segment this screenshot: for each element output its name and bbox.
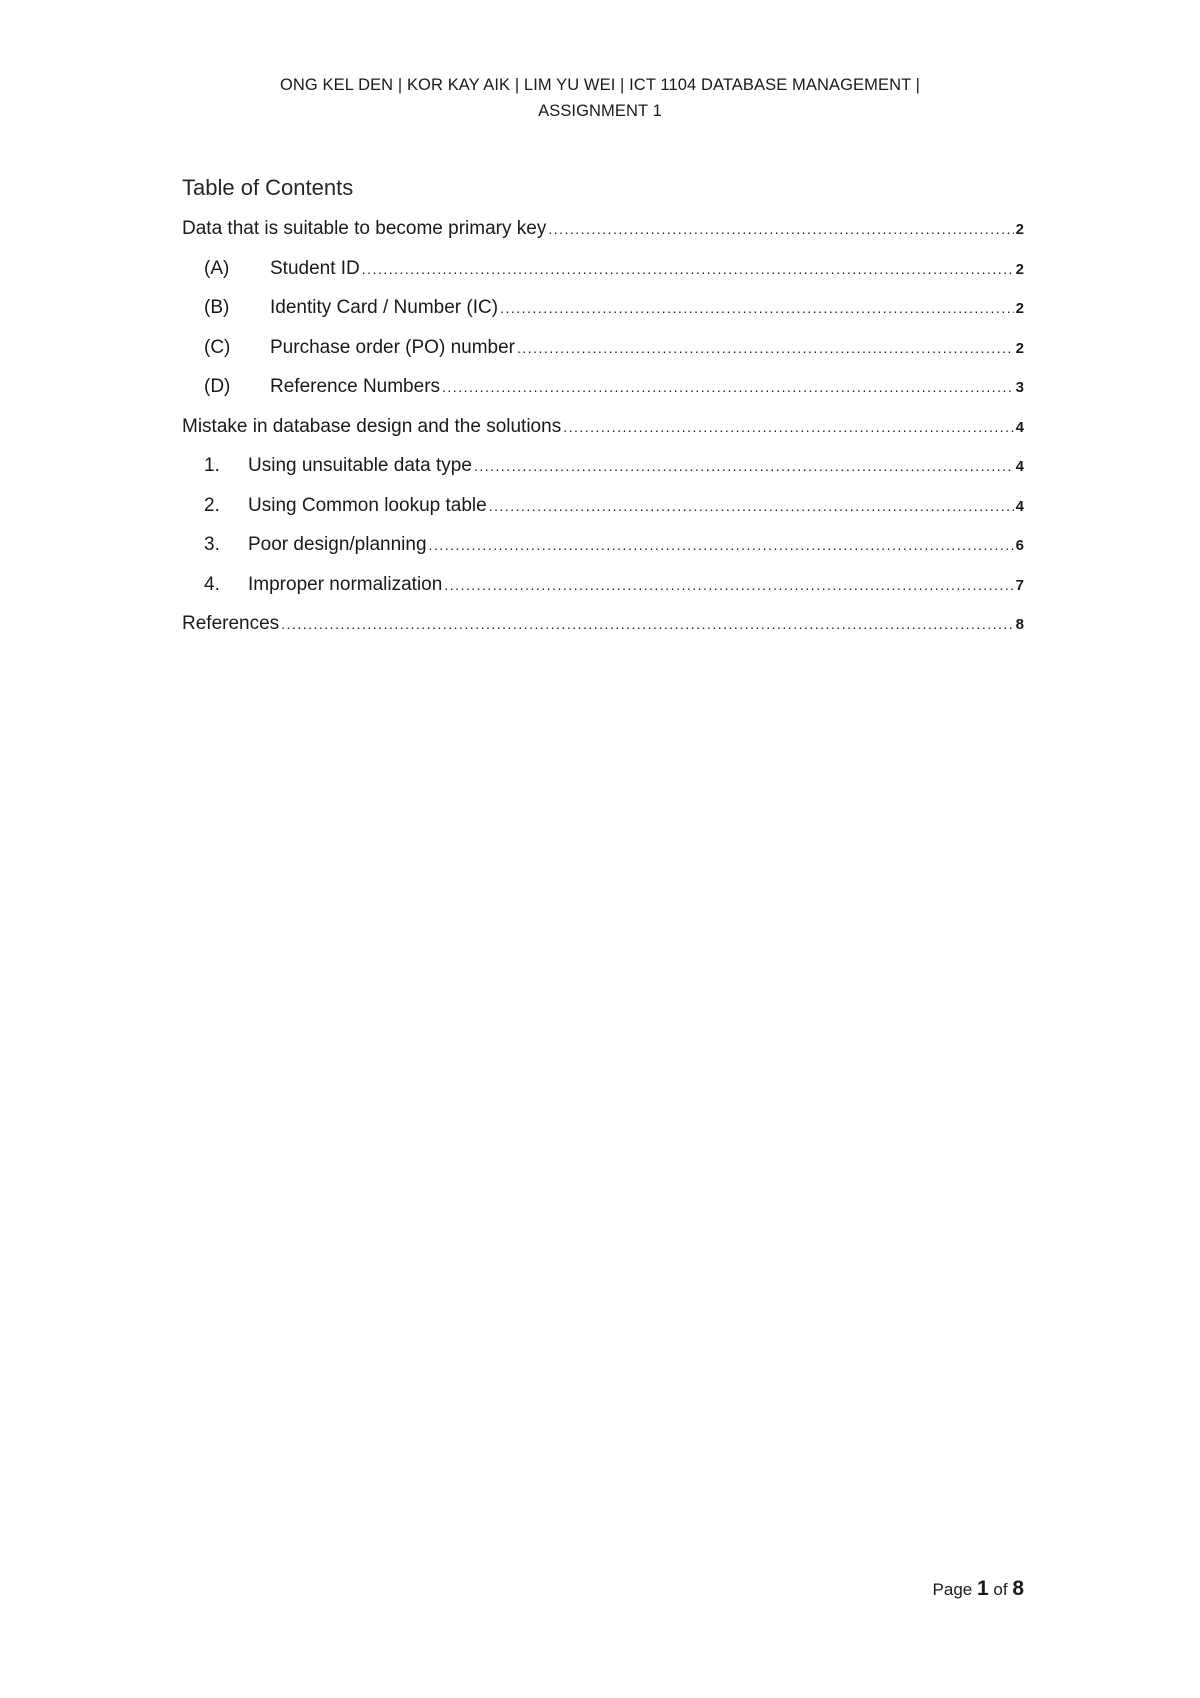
toc-entry-text: Using Common lookup table xyxy=(248,494,487,516)
toc-entry-number: (A) xyxy=(204,257,230,279)
toc-dot-leader xyxy=(474,458,1014,474)
toc-entry-lookup-table[interactable] xyxy=(182,495,1024,535)
toc-entry-number: (C) xyxy=(204,336,231,358)
toc-page-number: 4 xyxy=(1015,418,1024,436)
toc-entry-text: References xyxy=(182,613,280,634)
toc-entry-normalization[interactable] xyxy=(182,574,1024,614)
toc-page-number: 3 xyxy=(1015,379,1024,396)
toc-dot-leader xyxy=(548,221,1013,237)
page-footer xyxy=(900,1577,1024,1601)
toc-entry-text: Using unsuitable data type xyxy=(248,455,472,476)
header-authors-course: ONG KEL DEN | KOR KAY AIK | LIM YU WEI | ICT 1104 DATABASE MANAGEMENT | xyxy=(279,76,921,94)
page-header xyxy=(150,72,1050,124)
toc-dot-leader xyxy=(362,261,1014,277)
toc-entry-text: Reference Numbers xyxy=(270,376,441,397)
toc-page-number: 6 xyxy=(1015,537,1024,554)
toc-entry-purchase-order[interactable] xyxy=(182,337,1024,377)
toc-page-number: 2 xyxy=(1015,221,1024,238)
toc-page-number: 8 xyxy=(1015,616,1024,633)
toc-entry-identity-card[interactable] xyxy=(182,297,1024,337)
toc-entry-text: Improper normalization xyxy=(248,573,443,595)
toc-entry-data-type[interactable] xyxy=(182,455,1024,495)
toc-entry-poor-design[interactable] xyxy=(182,534,1024,574)
toc-entry-text: Student ID xyxy=(270,257,360,279)
toc-page-number: 2 xyxy=(1015,260,1024,278)
toc-entry-text: Poor design/planning xyxy=(248,534,427,555)
toc-entry-number: 1. xyxy=(204,455,220,476)
footer-of-label: of xyxy=(993,1580,1008,1599)
toc-entry-text: Data that is suitable to become primary key xyxy=(182,218,547,239)
toc-dot-leader xyxy=(563,419,1013,435)
toc-page-number: 7 xyxy=(1015,576,1024,594)
toc-entry-student-id[interactable] xyxy=(182,258,1024,298)
toc-page-number: 2 xyxy=(1015,339,1024,357)
toc-entry-text: Identity Card / Number (IC) xyxy=(270,297,499,318)
toc-entry-number: (D) xyxy=(204,376,231,397)
footer-total-pages: 8 xyxy=(1012,1577,1024,1600)
toc-dot-leader xyxy=(444,577,1013,593)
toc-entry-number: 4. xyxy=(204,573,220,595)
toc-entry-number: 2. xyxy=(204,494,220,516)
toc-entry-text: Purchase order (PO) number xyxy=(270,336,515,358)
footer-current-page: 1 xyxy=(976,1577,989,1600)
toc-dot-leader xyxy=(429,537,1014,553)
toc-entry-reference-numbers[interactable] xyxy=(182,376,1024,416)
toc-dot-leader xyxy=(489,498,1014,514)
toc-page-number: 2 xyxy=(1015,300,1024,317)
table-of-contents xyxy=(182,218,1024,653)
toc-page-number: 4 xyxy=(1015,458,1024,475)
toc-entry-mistakes[interactable] xyxy=(182,416,1024,456)
toc-page-number: 4 xyxy=(1015,497,1024,515)
toc-dot-leader xyxy=(517,340,1014,356)
header-assignment: ASSIGNMENT 1 xyxy=(538,102,662,120)
footer-page-label: Page xyxy=(932,1580,973,1599)
toc-dot-leader xyxy=(500,300,1014,316)
toc-entry-primary-key[interactable] xyxy=(182,218,1024,258)
toc-dot-leader xyxy=(442,379,1014,395)
toc-entry-number: (B) xyxy=(204,297,230,318)
toc-title: Table of Contents xyxy=(182,175,354,200)
toc-entry-text: Mistake in database design and the solutions xyxy=(182,415,562,437)
toc-entry-number: 3. xyxy=(204,534,220,555)
toc-entry-references[interactable] xyxy=(182,613,1024,653)
toc-dot-leader xyxy=(281,616,1013,632)
